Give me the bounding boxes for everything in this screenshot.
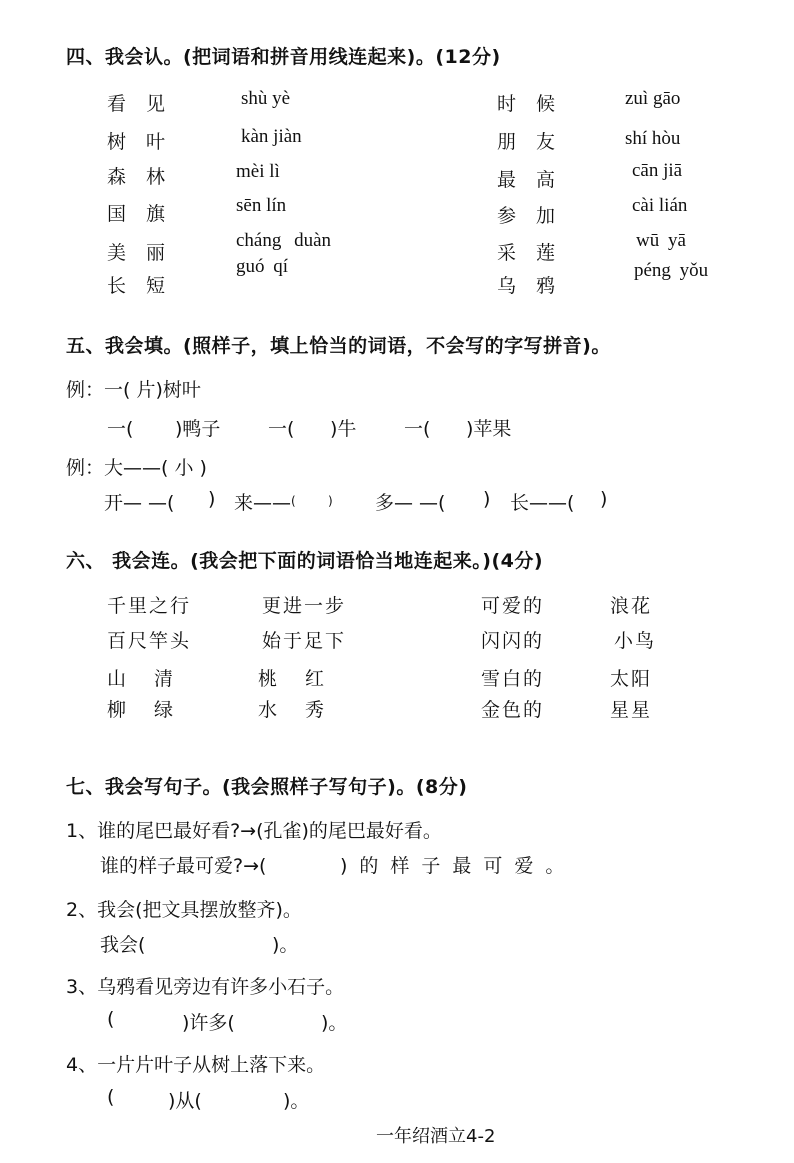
s7-q3-answer-end: )。 [321,1012,348,1034]
s7-q4: 4、一片片叶子从树上落下来。 [66,1054,326,1076]
s7-q2-answer-start: 我会( [100,934,146,956]
s5-antonym-open-small: ( [291,494,296,508]
s6-col2-item: 水 秀 [258,699,325,721]
s6-col1-item: 山 清 [107,668,174,690]
section-6-title: 六、 我会连。(我会把下面的词语恰当地连起来。)(4分) [66,550,544,572]
s7-q3: 3、乌鸦看见旁边有许多小石子。 [66,976,345,998]
s5-antonym-close: ) [600,488,608,510]
s4-left-word: 森 林 [107,166,173,188]
s4-right-word: 乌 鸦 [497,275,563,297]
s5-antonym-prefix: 来—— [234,492,292,514]
s7-q2-answer-end: )。 [272,934,299,956]
s5-antonym-prefix: 长——( [510,492,575,514]
s5-blank-suffix: )鸭子 [175,418,221,440]
s7-q3-answer-start: ( [107,1008,115,1030]
s4-left-pinyin: shù yè [241,88,291,109]
s5-antonym-close-small: ) [328,494,333,508]
s7-q1-answer-start: 谁的样子最可爱?→( [100,855,267,877]
s5-example-1: 例：一( 片)树叶 [66,379,201,401]
s6-col4-item: 浪花 [610,595,653,617]
s4-left-pinyin: cháng duàn [236,230,332,251]
s6-col3-item: 闪闪的 [481,630,545,652]
s7-q4-answer-end: )。 [283,1090,310,1112]
s4-left-pinyin: sēn lín [236,195,287,216]
s4-left-word: 长 短 [107,275,173,297]
s6-col3-item: 可爱的 [481,595,545,617]
s4-right-pinyin: cài lián [632,195,688,216]
s6-col1-item: 百尺竿头 [107,630,192,652]
s6-col3-item: 金色的 [481,699,545,721]
s5-example-2: 例：大——( 小 ) [66,457,207,479]
s6-col1-item: 千里之行 [107,595,192,617]
s7-q2: 2、我会(把文具摆放整齐)。 [66,899,302,921]
s5-blank-prefix: 一( [107,418,134,440]
s5-antonym-prefix: 多— —( [375,492,446,514]
s5-antonym-close: ) [483,488,491,510]
s4-right-word: 朋 友 [497,131,563,153]
s4-right-word: 参 加 [497,205,563,227]
s6-col3-item: 雪白的 [481,668,545,690]
s6-col2-item: 始于足下 [262,630,347,652]
s5-antonym-prefix: 开— —( [104,492,175,514]
s5-blank-prefix: 一( [404,418,431,440]
s5-antonym-close: ) [208,488,216,510]
s6-col2-item: 桃 红 [258,668,325,690]
s7-q4-answer-start: ( [107,1086,115,1108]
s4-right-pinyin: cān jiā [632,160,683,181]
s4-right-pinyin: zuì gāo [625,88,681,109]
s5-blank-suffix: )苹果 [466,418,512,440]
s7-q1-answer-end: )的样子最可爱。 [340,855,577,877]
s6-col4-item: 小鸟 [614,630,657,652]
s6-col4-item: 星星 [610,699,653,721]
s4-right-pinyin: shí hòu [625,128,681,149]
s4-right-word: 最 高 [497,169,563,191]
section-5-title: 五、我会填。(照样子，填上恰当的词语，不会写的字写拼音)。 [66,335,611,357]
s4-left-word: 树 叶 [107,131,173,153]
s5-blank-suffix: )牛 [330,418,357,440]
s4-left-pinyin: kàn jiàn [241,126,302,147]
s6-col4-item: 太阳 [610,668,653,690]
s4-right-pinyin: wū yā [636,230,686,251]
s4-right-word: 时 候 [497,93,563,115]
section-4-title: 四、我会认。(把词语和拼音用线连起来)。(12分) [66,46,501,68]
s4-left-word: 美 丽 [107,242,173,264]
s6-col1-item: 柳 绿 [107,699,174,721]
s7-q4-answer-mid: )从( [168,1090,202,1112]
s4-right-pinyin: péng yǒu [634,260,709,281]
s4-left-word: 看 见 [107,93,173,115]
s4-left-word: 国 旗 [107,203,173,225]
s7-q3-answer-mid: )许多( [182,1012,235,1034]
s6-col2-item: 更进一步 [262,595,347,617]
page-footer: 一年绍酒立4-2 [376,1126,496,1147]
s4-left-pinyin: mèi lì [236,161,280,182]
section-7-title: 七、我会写句子。(我会照样子写句子)。(8分) [66,776,468,798]
s5-blank-prefix: 一( [268,418,295,440]
s7-q1: 1、谁的尾巴最好看?→(孔雀)的尾巴最好看。 [66,820,442,842]
s4-right-word: 采 莲 [497,242,563,264]
s4-left-pinyin: guó qí [236,256,289,277]
